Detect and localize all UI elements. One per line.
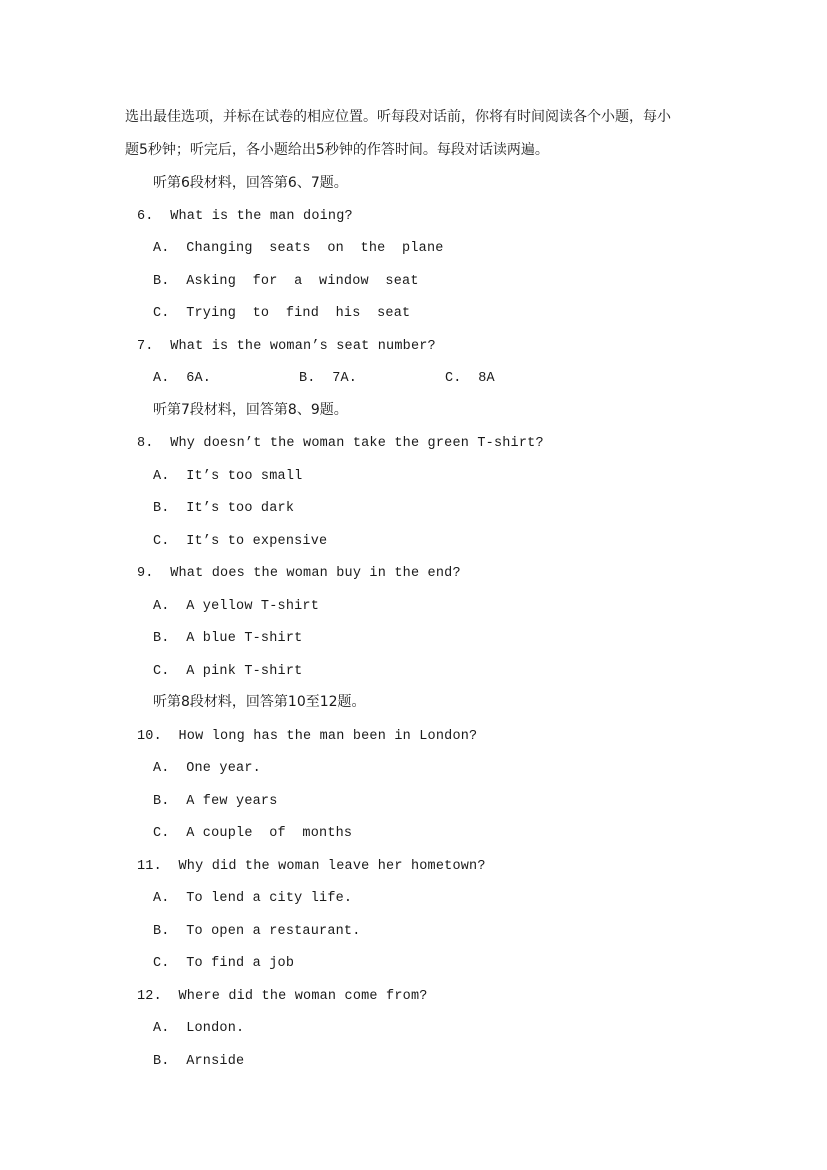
question-stem: 10. How long has the man been in London?	[137, 729, 478, 744]
question-stem: 11. Why did the woman leave her hometown?	[137, 859, 486, 874]
answer-option: A. Changing seats on the plane	[153, 241, 444, 256]
section-heading: 听第8段材料，回答第10至12题。	[153, 694, 366, 710]
answer-option: C. A couple of months	[153, 826, 353, 841]
answer-option: A. 6A.	[153, 371, 212, 386]
answer-option: B. A few years	[153, 794, 278, 809]
answer-option: C. 8A	[445, 371, 495, 386]
answer-option: B. To open a restaurant.	[153, 924, 361, 939]
question-stem: 7. What is the woman’s seat number?	[137, 339, 436, 354]
answer-option: B. It’s too dark	[153, 501, 295, 516]
intro-line-2: 题5秒钟；听完后，各小题给出5秒钟的作答时间。每段对话读两遍。	[125, 142, 549, 158]
answer-option: C. To find a job	[153, 956, 295, 971]
answer-option: C. A pink T-shirt	[153, 664, 303, 679]
answer-option: C. It’s to expensive	[153, 534, 328, 549]
answer-option: C. Trying to find his seat	[153, 306, 411, 321]
answer-option: B. 7A.	[299, 371, 358, 386]
question-stem: 6. What is the man doing?	[137, 209, 353, 224]
answer-option: A. It’s too small	[153, 469, 303, 484]
section-heading: 听第6段材料，回答第6、7题。	[153, 175, 348, 191]
section-heading: 听第7段材料，回答第8、9题。	[153, 402, 348, 418]
intro-line-1: 选出最佳选项，并标在试卷的相应位置。听每段对话前，你将有时间阅读各个小题，每小	[125, 109, 671, 125]
question-stem: 9. What does the woman buy in the end?	[137, 566, 461, 581]
question-stem: 8. Why doesn’t the woman take the green T-shirt?	[137, 436, 544, 451]
answer-option: A. One year.	[153, 761, 261, 776]
answer-option: B. Arnside	[153, 1054, 245, 1069]
answer-option: A. To lend a city life.	[153, 891, 353, 906]
question-stem: 12. Where did the woman come from?	[137, 989, 428, 1004]
answer-option: B. Asking for a window seat	[153, 274, 419, 289]
answer-option: A. London.	[153, 1021, 245, 1036]
answer-option: A. A yellow T-shirt	[153, 599, 320, 614]
answer-option: B. A blue T-shirt	[153, 631, 303, 646]
